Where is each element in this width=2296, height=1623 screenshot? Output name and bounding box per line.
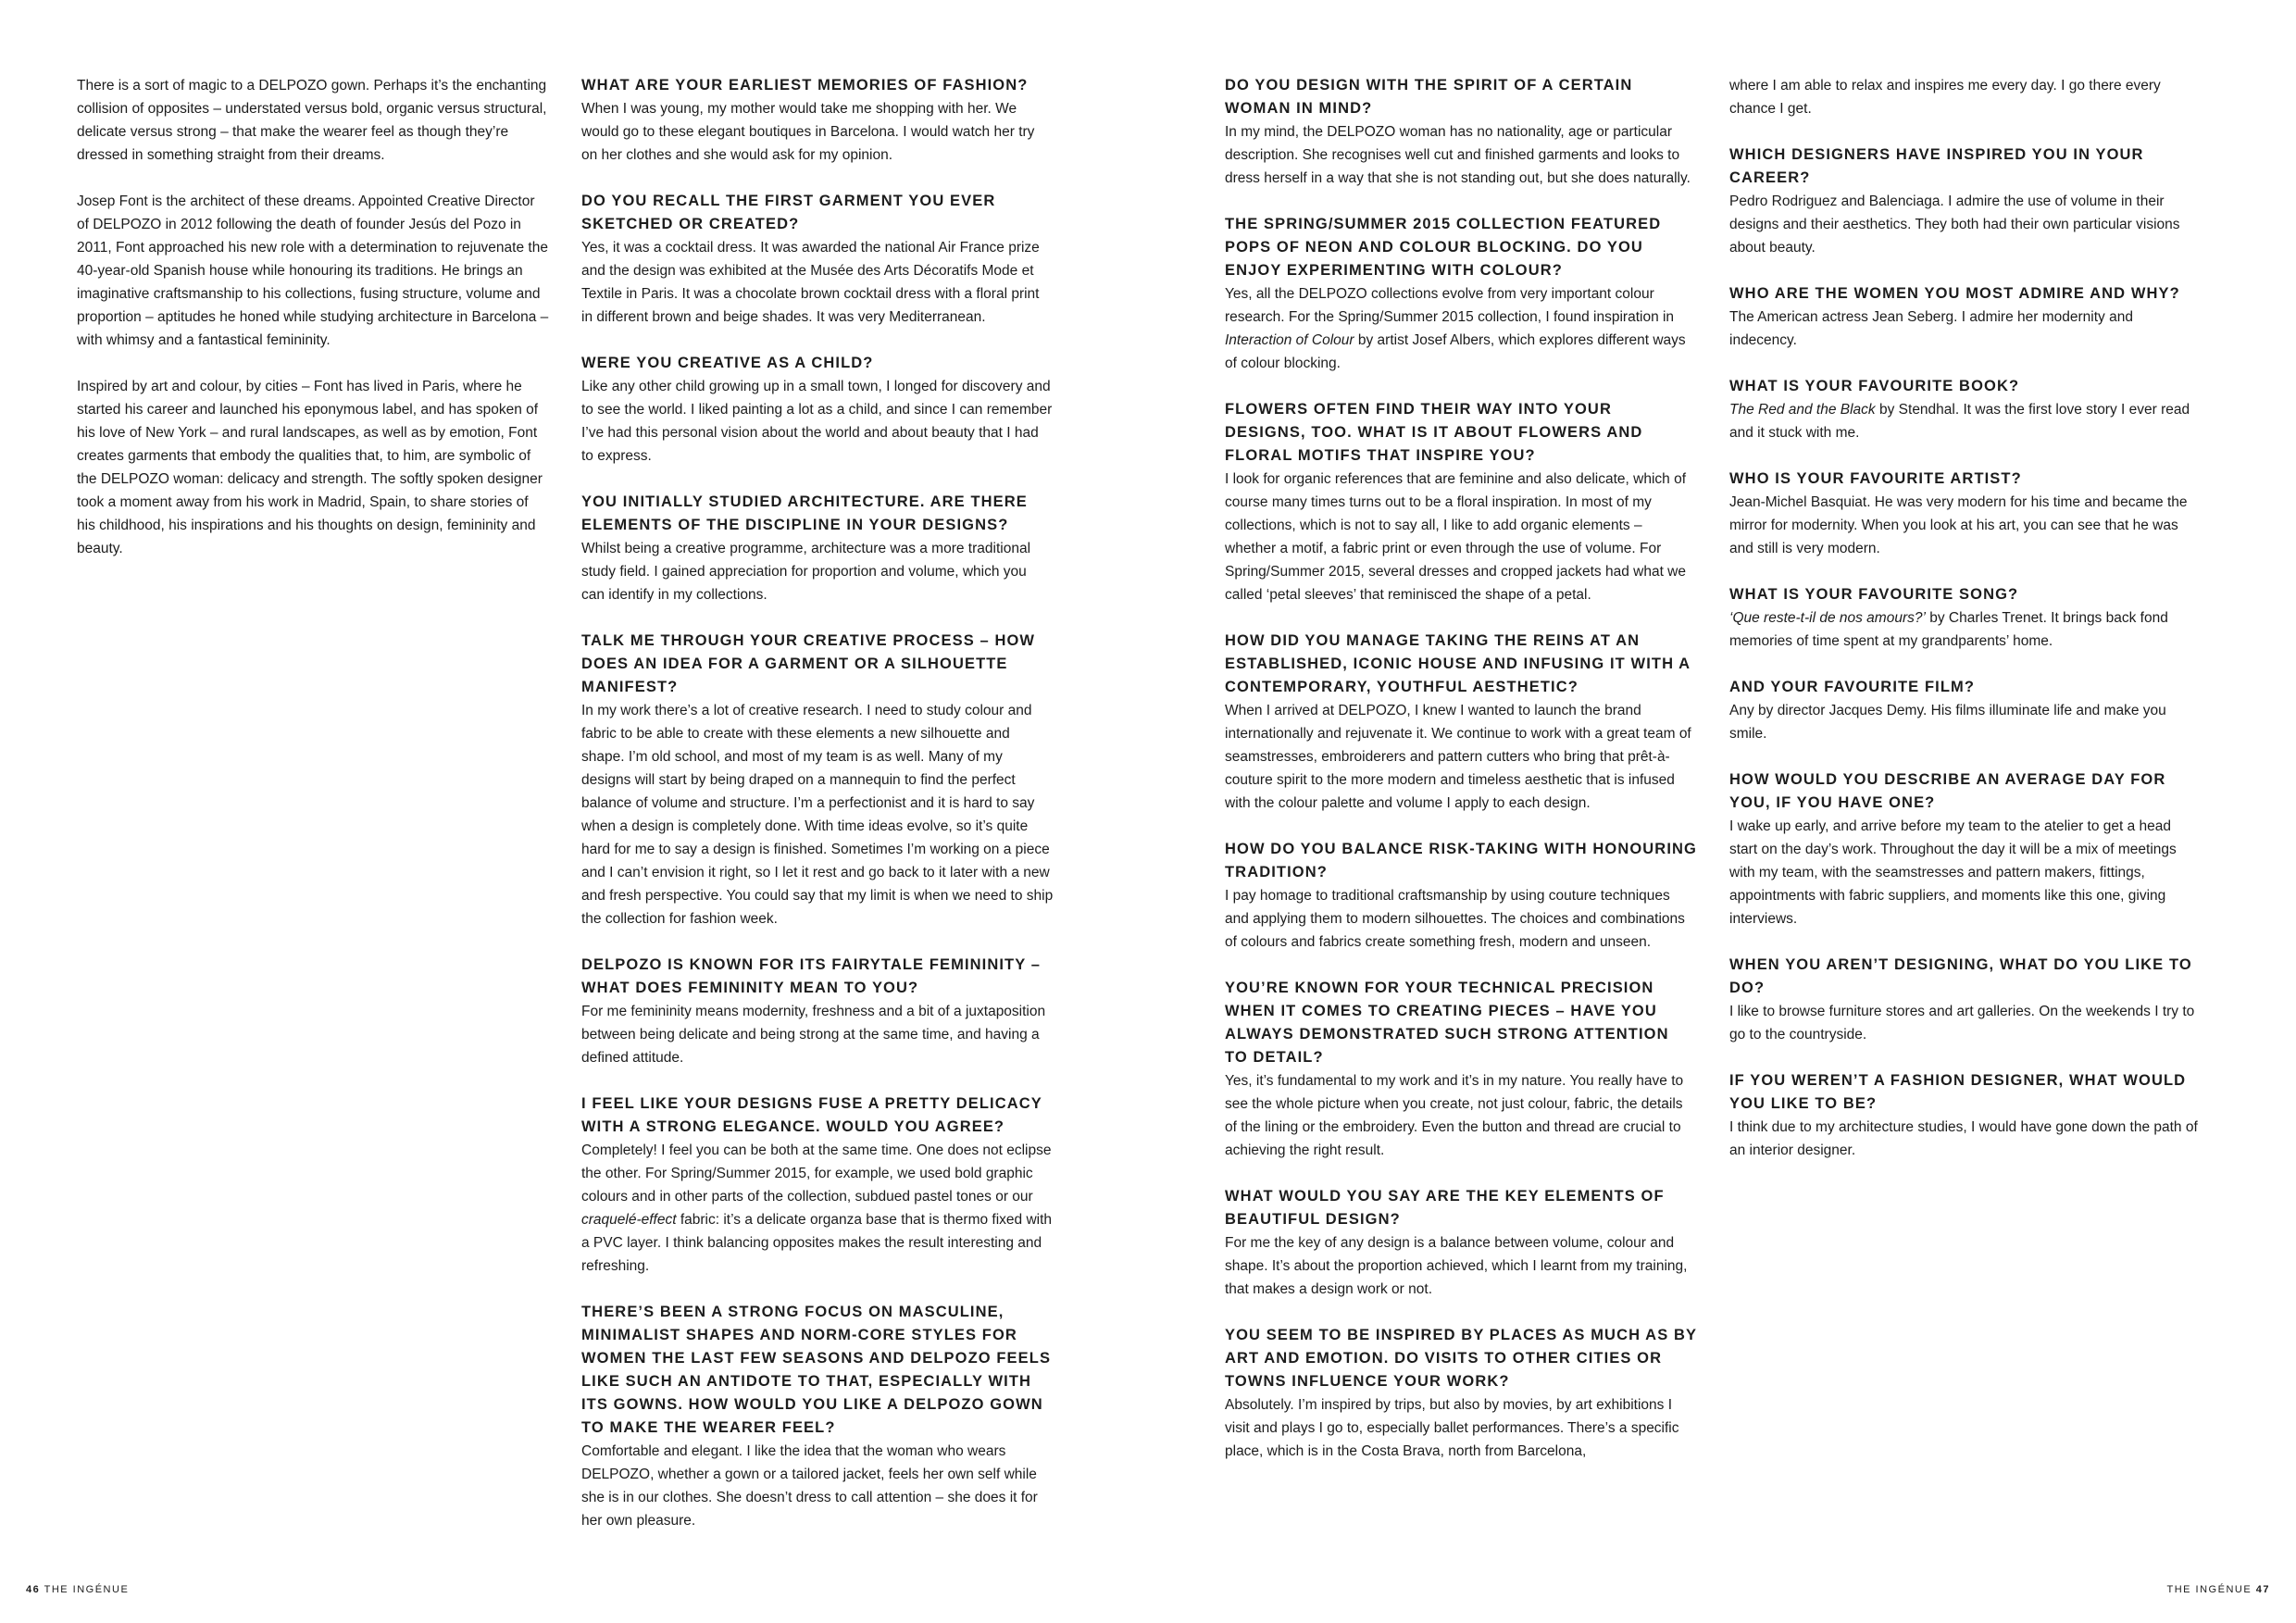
qa-block [1729, 468, 2202, 560]
answer: I think due to my architecture studies, I would have gone down the path of an interior designer. [1729, 1119, 2198, 1158]
answer: I pay homage to traditional craftsmanship by using couture techniques and applying them to modern silhouettes. The choices and combinations of colours and fabrics create something fresh, modern and unseen. [1225, 888, 1685, 950]
answer-text: by Charles Trenet. It brings back fond memories of time spent at my grandparents’ home. [1729, 610, 2168, 649]
magazine-title: THE INGÉNUE [44, 1584, 130, 1595]
answer: Comfortable and elegant. I like the idea that the woman who wears DELPOZO, whether a gown or a tailored jacket, feels her own self while she is in our clothes. She doesn’t dress to call attention – she does it for her own pleasure. [581, 1443, 1038, 1529]
qa-block [581, 630, 1054, 930]
interview-column-4 [1729, 74, 2202, 1185]
question: HOW DID YOU MANAGE TAKING THE REINS AT AN ESTABLISHED, ICONIC HOUSE AND INFUSING IT WITH A CONTEMPORARY, YOUTHFUL AESTHETIC? [1225, 632, 1691, 695]
answer: I like to browse furniture stores and art galleries. On the weekends I try to go to the countryside. [1729, 1004, 2195, 1042]
qa-block [581, 352, 1054, 468]
folio-right [2167, 1584, 2271, 1595]
qa-block [1729, 676, 2202, 745]
qa-block [1729, 768, 2202, 930]
qa-block [1225, 1324, 1697, 1463]
intro-paragraph: Inspired by art and colour, by cities – Font has lived in Paris, where he started his career and launched his eponymous label, and has spoken of his love of New York – and rural landscapes, as well as by emotion, Font creates garments that embody the qualities that, to him, are symbolic of the DELPOZO woman: delicacy and strength. The softly spoken designer took a moment away from his work in Madrid, Spain, to share stories of his childhood, his inspirations and his thoughts on design, femininity and beauty. [77, 379, 543, 556]
question: I FEEL LIKE YOUR DESIGNS FUSE A PRETTY DELICACY WITH A STRONG ELEGANCE. WOULD YOU AGREE? [581, 1095, 1042, 1135]
question: THE SPRING/SUMMER 2015 COLLECTION FEATURED POPS OF NEON AND COLOUR BLOCKING. DO YOU ENJOY EXPERIMENTING WITH COLOUR? [1225, 216, 1662, 279]
qa-block [1225, 1185, 1697, 1301]
qa-block [1225, 630, 1697, 815]
answer [1729, 606, 2202, 653]
question: WHAT ARE YOUR EARLIEST MEMORIES OF FASHION? [581, 77, 1029, 94]
intro-paragraph: Josep Font is the architect of these dreams. Appointed Creative Director of DELPOZO in 2012 following the death of founder Jesús del Pozo in 2011, Font approached his new role with a determination to rejuvenate the 40-year-old Spanish house while honouring its traditions. He brings an imaginative craftsmanship to his collections, fusing structure, volume and proportion – aptitudes he honed while studying architecture in Barcelona – with whimsy and a fantastical femininity. [77, 194, 549, 348]
answer: In my work there’s a lot of creative research. I need to study colour and fabric to be able to create with these elements a new silhouette and shape. I’m old school, and most of my team is as well. Many of my designs will start by being draped on a mannequin to find the perfect balance of volume and structure. I’m a perfectionist and it is hard to say when a design is completely done. With time ideas evolve, so it’s quite hard for me to say a design is finished. Sometimes I’m working on a piece and I can’t envision it right, so I let it rest and go back to it later with a new and fresh perspective. You could say that my limit is when we need to ship the collection for fashion week. [581, 703, 1054, 927]
question: WHEN YOU AREN’T DESIGNING, WHAT DO YOU LIKE TO DO? [1729, 956, 2192, 996]
question: THERE’S BEEN A STRONG FOCUS ON MASCULINE, MINIMALIST SHAPES AND NORM-CORE STYLES FOR WOMEN THE LAST FEW SEASONS AND DELPOZO FEELS LIKE SUCH AN ANTIDOTE TO THAT, ESPECIALLY WITH ITS GOWNS. HOW WOULD YOU LIKE A DELPOZO GOWN TO MAKE THE WEARER FEEL? [581, 1304, 1052, 1436]
qa-block [1225, 213, 1697, 375]
question: TALK ME THROUGH YOUR CREATIVE PROCESS – HOW DOES AN IDEA FOR A GARMENT OR A SILHOUETTE MANIFEST? [581, 632, 1036, 695]
answer-italic-text: craquelé-effect [581, 1212, 677, 1228]
question: DO YOU RECALL THE FIRST GARMENT YOU EVER SKETCHED OR CREATED? [581, 193, 996, 232]
answer: For me femininity means modernity, freshness and a bit of a juxtaposition between being delicate and being strong at the same time, and having a defined attitude. [581, 1004, 1046, 1066]
answer: Jean-Michel Basquiat. He was very modern for his time and became the mirror for modernity. When you look at his art, you can see that he was and still is very modern. [1729, 494, 2188, 556]
answer-text: by Stendhal. It was the first love story I ever read and it stuck with me. [1729, 402, 2190, 441]
interview-column-2 [581, 74, 1054, 1555]
qa-block [581, 1301, 1054, 1532]
question: WHICH DESIGNERS HAVE INSPIRED YOU IN YOUR CAREER? [1729, 146, 2144, 186]
answer: In my mind, the DELPOZO woman has no nationality, age or particular description. She recognises well cut and finished garments and looks to dress herself in a way that she is not standing out, but she does naturally. [1225, 124, 1691, 186]
question: WERE YOU CREATIVE AS A CHILD? [581, 355, 874, 371]
qa-block [1729, 144, 2202, 259]
qa-block [1729, 282, 2202, 352]
answer: When I was young, my mother would take me shopping with her. We would go to these elegant boutiques in Barcelona. I would watch her try on her clothes and she would ask for my opinion. [581, 101, 1035, 163]
question: YOU INITIALLY STUDIED ARCHITECTURE. ARE THERE ELEMENTS OF THE DISCIPLINE IN YOUR DESIGNS? [581, 493, 1028, 533]
answer: Yes, it’s fundamental to my work and it’s in my nature. You really have to see the whole picture when you create, not just colour, fabric, the details of the lining or the embroidery. Even the button and thread are crucial to achieving the right result. [1225, 1073, 1684, 1158]
question: YOU SEEM TO BE INSPIRED BY PLACES AS MUCH AS BY ART AND EMOTION. DO VISITS TO OTHER CITIES OR TOWNS INFLUENCE YOUR WORK? [1225, 1327, 1697, 1390]
answer: Absolutely. I’m inspired by trips, but also by movies, by art exhibitions I visit and plays I go to, especially ballet performances. There’s a specific place, which is in the Costa Brava, north from Barcelona, [1225, 1397, 1679, 1459]
answer-text: Yes, all the DELPOZO collections evolve from very important colour research. For the Spring/Summer 2015 collection, I found inspiration in [1225, 286, 1675, 325]
qa-block [1225, 74, 1697, 190]
question: DO YOU DESIGN WITH THE SPIRIT OF A CERTAIN WOMAN IN MIND? [1225, 77, 1633, 117]
qa-block [581, 491, 1054, 606]
qa-block [581, 190, 1054, 329]
folio-left [26, 1584, 129, 1595]
question: HOW DO YOU BALANCE RISK-TAKING WITH HONOURING TRADITION? [1225, 841, 1697, 880]
question: WHO ARE THE WOMEN YOU MOST ADMIRE AND WHY? [1729, 285, 2180, 302]
answer: When I arrived at DELPOZO, I knew I wanted to launch the brand internationally and rejuvenate it. We continue to work with a great team of seamstresses, embroiderers and pattern cutters who bring that prêt-à-couture spirit to the more modern and timeless aesthetic that is infused with the colour palette and volume I apply to each design. [1225, 703, 1691, 811]
qa-block [581, 1092, 1054, 1278]
answer: Like any other child growing up in a small town, I longed for discovery and to see the world. I liked painting a lot as a child, and since I can remember I’ve had this personal vision about the world and about beauty that I had to express. [581, 379, 1053, 464]
question: WHAT IS YOUR FAVOURITE SONG? [1729, 586, 2019, 603]
qa-block [1729, 1069, 2202, 1162]
answer: Whilst being a creative programme, architecture was a more traditional study field. I gained appreciation for proportion and volume, which you can identify in my collections. [581, 541, 1031, 603]
question: AND YOUR FAVOURITE FILM? [1729, 679, 1976, 695]
answer [581, 1139, 1054, 1278]
qa-block [1729, 375, 2202, 444]
answer: The American actress Jean Seberg. I admire her modernity and indecency. [1729, 309, 2133, 348]
answer-italic-text: The Red and the Black [1729, 402, 1876, 418]
answer-text: Completely! I feel you can be both at the same time. One does not eclipse the other. For Spring/Summer 2015, for example, we used bold graphic colours and in other parts of the collection, subdued pastel tones or our [581, 1142, 1052, 1205]
answer-italic-text: ‘Que reste-t-il de nos amours?’ [1729, 610, 1926, 626]
question: WHAT WOULD YOU SAY ARE THE KEY ELEMENTS OF BEAUTIFUL DESIGN? [1225, 1188, 1665, 1228]
page-number: 47 [2255, 1584, 2270, 1595]
qa-block [1729, 954, 2202, 1046]
page-number: 46 [26, 1584, 41, 1595]
question: HOW WOULD YOU DESCRIBE AN AVERAGE DAY FOR YOU, IF YOU HAVE ONE? [1729, 771, 2166, 811]
qa-block [581, 954, 1054, 1069]
qa-block [581, 74, 1054, 167]
qa-block [1225, 398, 1697, 606]
question: FLOWERS OFTEN FIND THEIR WAY INTO YOUR DESIGNS, TOO. WHAT IS IT ABOUT FLOWERS AND FLORAL MOTIFS THAT INSPIRE YOU? [1225, 401, 1643, 464]
qa-block [1225, 977, 1697, 1162]
answer: Any by director Jacques Demy. His films illuminate life and make you smile. [1729, 703, 2166, 742]
intro-column [77, 74, 549, 583]
qa-block [1729, 583, 2202, 653]
question: WHO IS YOUR FAVOURITE ARTIST? [1729, 470, 2022, 487]
answer-text: fabric: it’s a delicate organza base that is thermo fixed with a PVC layer. I think balancing opposites makes the result interesting and refreshing. [581, 1212, 1053, 1274]
answer-italic-text: Interaction of Colour [1225, 332, 1354, 348]
question: YOU’RE KNOWN FOR YOUR TECHNICAL PRECISION WHEN IT COMES TO CREATING PIECES – HAVE YOU ALWAYS DEMONSTRATED SUCH STRONG ATTENTION TO DETAIL? [1225, 980, 1669, 1066]
magazine-title: THE INGÉNUE [2166, 1584, 2252, 1595]
answer-text: by artist Josef Albers, which explores different ways of colour blocking. [1225, 332, 1686, 371]
answer: Yes, it was a cocktail dress. It was awarded the national Air France prize and the design was exhibited at the Musée des Arts Décoratifs Mode et Textile in Paris. It was a chocolate brown cocktail dress with a floral print in different brown and beige shades. It was very Mediterranean. [581, 240, 1040, 325]
answer: For me the key of any design is a balance between volume, colour and shape. It’s about the proportion achieved, which I learnt from my training, that makes a design work or not. [1225, 1235, 1688, 1297]
answer: I look for organic references that are feminine and also delicate, which of course many times turns out to be a floral inspiration. In most of my collections, which is not to say all, I like to add organic elements – whether a motif, a fabric print or even through the use of volume. For Spring/Summer 2015, several dresses and cropped jackets had what we called ‘petal sleeves’ that reminisced the shape of a petal. [1225, 471, 1686, 603]
qa-block [1225, 838, 1697, 954]
answer: I wake up early, and arrive before my team to the atelier to get a head start on the day’s work. Throughout the day it will be a mix of meetings with my team, with the seamstresses and pattern makers, fittings, appointments with fabric suppliers, and moments like this one, giving interviews. [1729, 818, 2177, 927]
answer: Pedro Rodriguez and Balenciaga. I admire the use of volume in their designs and their aesthetics. They both had their own particular visions about beauty. [1729, 194, 2180, 256]
answer-continuation: where I am able to relax and inspires me every day. I go there every chance I get. [1729, 78, 2161, 117]
intro-paragraph: There is a sort of magic to a DELPOZO gown. Perhaps it’s the enchanting collision of opposites – understated versus bold, organic versus structural, delicate versus strong – that make the wearer feel as though they’re dressed in something straight from their dreams. [77, 78, 547, 163]
question: IF YOU WEREN’T A FASHION DESIGNER, WHAT WOULD YOU LIKE TO BE? [1729, 1072, 2187, 1112]
question: WHAT IS YOUR FAVOURITE BOOK? [1729, 378, 2020, 394]
interview-column-3 [1225, 74, 1697, 1486]
answer [1225, 282, 1697, 375]
answer [1729, 398, 2202, 444]
question: DELPOZO IS KNOWN FOR ITS FAIRYTALE FEMININITY – WHAT DOES FEMININITY MEAN TO YOU? [581, 956, 1041, 996]
